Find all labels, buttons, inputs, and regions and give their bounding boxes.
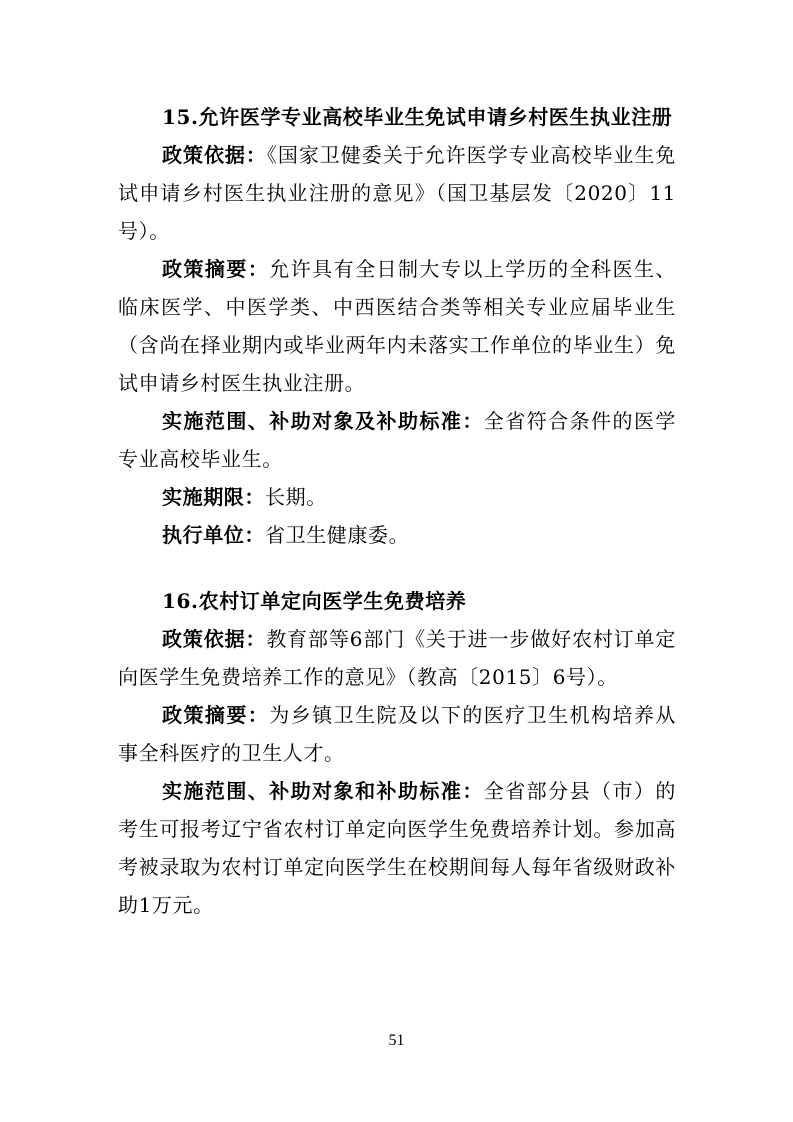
basis-label: 政策依据： bbox=[162, 627, 267, 651]
basis-text: 《国家卫健委关于允许医学专业高校毕业生免试申请乡村医生执业注册的意见》（国卫基层发〔2020〕11号）。 bbox=[118, 143, 676, 243]
period-text: 长期。 bbox=[265, 485, 327, 509]
section-15-unit bbox=[118, 516, 676, 554]
section-16-summary bbox=[118, 696, 676, 772]
basis-text: 教育部等6部门《关于进一步做好农村订单定向医学生免费培养工作的意见》（教高〔2015〕6号）。 bbox=[118, 627, 676, 689]
scope-label: 实施范围、补助对象及补助标准： bbox=[162, 409, 484, 433]
unit-text: 省卫生健康委。 bbox=[265, 523, 410, 547]
section-15-summary bbox=[118, 250, 676, 402]
section-16-scope bbox=[118, 772, 676, 924]
basis-label: 政策依据： bbox=[162, 143, 267, 167]
section-16-basis bbox=[118, 620, 676, 696]
section-15-basis bbox=[118, 136, 676, 250]
summary-text: 为乡镇卫生院及以下的医疗卫生机构培养从事全科医疗的卫生人才。 bbox=[118, 703, 676, 765]
summary-label: 政策摘要： bbox=[162, 257, 270, 281]
section-16-heading: 16.农村订单定向医学生免费培养 bbox=[162, 589, 467, 613]
section-15-scope bbox=[118, 402, 676, 478]
scope-text: 全省符合条件的医学专业高校毕业生。 bbox=[118, 409, 676, 471]
period-label: 实施期限： bbox=[162, 485, 265, 509]
unit-label: 执行单位： bbox=[162, 523, 265, 547]
document-body bbox=[118, 98, 676, 924]
summary-text: 允许具有全日制大专以上学历的全科医生、临床医学、中医学类、中西医结合类等相关专业应届毕业生（含尚在择业期内或毕业两年内未落实工作单位的毕业生）免试申请乡村医生执业注册。 bbox=[118, 257, 676, 395]
scope-text: 全省部分县（市）的考生可报考辽宁省农村订单定向医学生免费培养计划。参加高考被录取为农村订单定向医学生在校期间每人每年省级财政补助1万元。 bbox=[118, 779, 676, 917]
section-15-period bbox=[118, 478, 676, 516]
summary-label: 政策摘要： bbox=[162, 703, 270, 727]
scope-label: 实施范围、补助对象和补助标准： bbox=[162, 779, 484, 803]
section-15-heading: 15.允许医学专业高校毕业生免试申请乡村医生执业注册 bbox=[162, 105, 673, 129]
page-number: 51 bbox=[388, 1032, 405, 1049]
